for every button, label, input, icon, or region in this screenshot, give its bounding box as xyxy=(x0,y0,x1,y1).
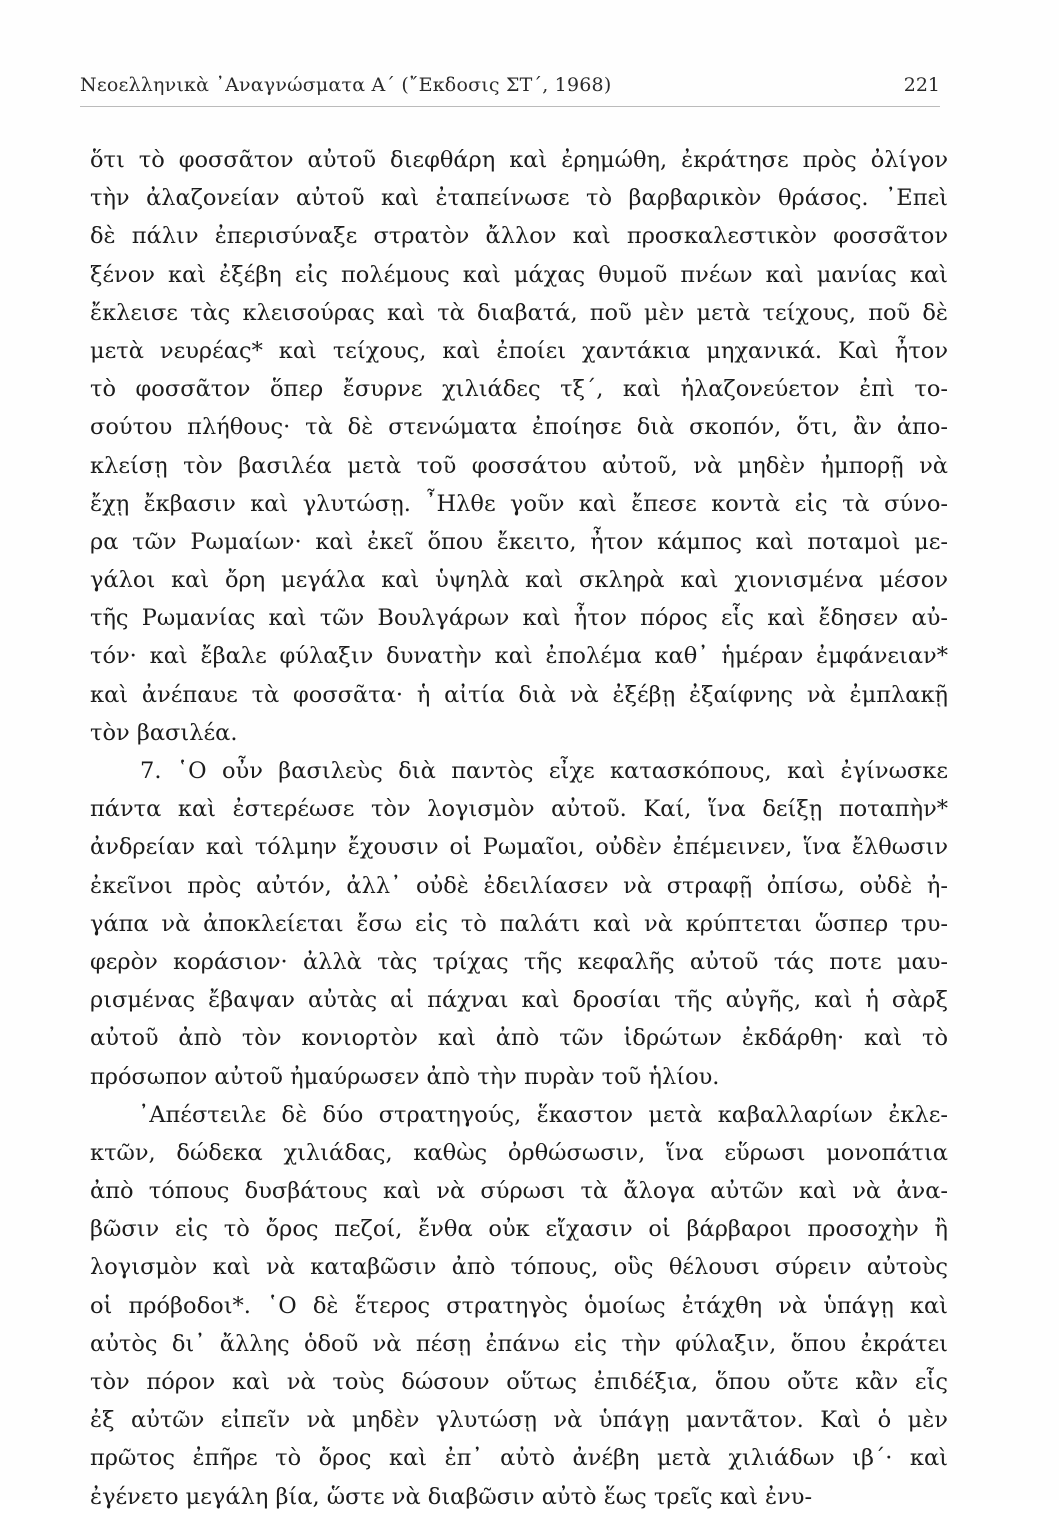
text-line: τὸ φοσσᾶτον ὅπερ ἔσυρνε χιλιάδες τξ΄, καὶ ἠλαζονεύετον ἐπὶ το- xyxy=(90,376,948,403)
text-line: τὸν πόρον καὶ νὰ τοὺς δώσουν οὕτως ἐπιδέξια, ὅπου οὔτε κἂν εἷς xyxy=(90,1369,948,1395)
text-line: ἀπὸ τόπους δυσβάτους καὶ νὰ σύρωσι τὰ ἄλογα αὐτῶν καὶ νὰ ἀνα- xyxy=(90,1178,948,1205)
page-number: 221 xyxy=(903,74,940,96)
text-line: πάντα καὶ ἐστερέωσε τὸν λογισμὸν αὐτοῦ. Καί, ἵνα δείξῃ ποταπὴν* xyxy=(90,796,948,823)
text-line: ξένον καὶ ἐξέβη εἰς πολέμους καὶ μάχας θυμοῦ πνέων καὶ μανίας καὶ xyxy=(90,261,948,288)
text-line: ἔκλεισε τὰς κλεισούρας καὶ τὰ διαβατά, ποῦ μὲν μετὰ τείχους, ποῦ δὲ xyxy=(90,299,948,326)
text-line: ἐγένετο μεγάλη βία, ὥστε νὰ διαβῶσιν αὐτὸ ἕως τρεῖς καὶ ἐνυ- xyxy=(90,1483,813,1510)
header-divider xyxy=(80,106,940,107)
running-title: Νεοελληνικὰ ᾿Αναγνώσματα Α΄ (῎Εκδοσις ΣΤ΄, 1968) xyxy=(80,74,612,96)
text-line: αὐτὸς δι᾿ ἄλλης ὁδοῦ νὰ πέσῃ ἐπάνω εἰς τὴν φύλαξιν, ὅπου ἐκράτει xyxy=(90,1330,948,1357)
text-line: δὲ πάλιν ἐπερισύναξε στρατὸν ἄλλον καὶ προσκαλεστικὸν φοσσᾶτον xyxy=(90,223,948,250)
text-line: οἱ πρόβοδοι*. ῾Ο δὲ ἕτερος στρατηγὸς ὁμοίως ἐτάχθη νὰ ὑπάγῃ καὶ xyxy=(90,1292,948,1319)
text-line: ὅτι τὸ φοσσᾶτον αὐτοῦ διεφθάρη καὶ ἐρημώθη, ἐκράτησε πρὸς ὀλίγον xyxy=(90,147,948,173)
text-line: τῆς Ρωμανίας καὶ τῶν Βουλγάρων καὶ ἦτον πόρος εἷς καὶ ἔδησεν αὐ- xyxy=(90,605,948,632)
text-line: βῶσιν εἰς τὸ ὄρος πεζοί, ἔνθα οὐκ εἴχασιν οἱ βάρβαροι προσοχὴν ἢ xyxy=(90,1216,948,1243)
text-line: τόν· καὶ ἔβαλε φύλαξιν δυνατὴν καὶ ἐπολέμα καθ᾿ ἡμέραν ἐμφάνειαν* xyxy=(90,643,948,670)
text-line: τὴν ἀλαζονείαν αὐτοῦ καὶ ἐταπείνωσε τὸ βαρβαρικὸν θράσος. ᾿Επεὶ xyxy=(90,185,948,212)
text-line: τὸν βασιλέα. xyxy=(90,719,238,746)
text-line: κτῶν, δώδεκα χιλιάδας, καθὼς ὀρθώσωσιν, ἵνα εὕρωσι μονοπάτια xyxy=(90,1139,948,1166)
text-line: ρισμένας ἔβαψαν αὐτὰς αἱ πάχναι καὶ δροσίαι τῆς αὐγῆς, καὶ ἡ σὰρξ xyxy=(90,987,948,1014)
text-line: σούτου πλήθους· τὰ δὲ στενώματα ἐποίησε διὰ σκοπόν, ὅτι, ἂν ἀπο- xyxy=(90,414,948,441)
running-header xyxy=(80,70,940,104)
text-line: φερὸν κοράσιον· ἀλλὰ τὰς τρίχας τῆς κεφαλῆς αὐτοῦ τάς ποτε μαυ- xyxy=(90,948,948,975)
text-line: 7. ῾Ο οὖν βασιλεὺς διὰ παντὸς εἶχε κατασκόπους, καὶ ἐγίνωσκε xyxy=(140,758,948,784)
text-line: ᾿Απέστειλε δὲ δύο στρατηγούς, ἕκαστον μετὰ καβαλλαρίων ἐκλε- xyxy=(138,1101,948,1128)
text-line: μετὰ νευρέας* καὶ τείχους, καὶ ἐποίει χαντάκια μηχανικά. Καὶ ἦτον xyxy=(90,337,948,364)
text-line: λογισμὸν καὶ νὰ καταβῶσιν ἀπὸ τόπους, οὓς θέλουσι σύρειν αὐτοὺς xyxy=(90,1254,948,1281)
text-line: γάλοι καὶ ὄρη μεγάλα καὶ ὑψηλὰ καὶ σκληρὰ καὶ χιονισμένα μέσον xyxy=(90,567,948,594)
text-line: ρα τῶν Ρωμαίων· καὶ ἐκεῖ ὅπου ἔκειτο, ἦτον κάμπος καὶ ποταμοὶ με- xyxy=(90,528,948,555)
text-line: ἐκεῖνοι πρὸς αὐτόν, ἀλλ᾿ οὐδὲ ἐδειλίασεν νὰ στραφῇ ὀπίσω, οὐδὲ ἠ- xyxy=(90,872,948,899)
text-line: κλείσῃ τὸν βασιλέα μετὰ τοῦ φοσσάτου αὐτοῦ, νὰ μηδὲν ἠμπορῇ νὰ xyxy=(90,452,948,479)
text-line: πρόσωπον αὐτοῦ ἠμαύρωσεν ἀπὸ τὴν πυρὰν τοῦ ἡλίου. xyxy=(90,1063,720,1090)
text-line: ἐξ αὐτῶν εἰπεῖν νὰ μηδὲν γλυτώσῃ νὰ ὑπάγῃ μαντᾶτον. Καὶ ὁ μὲν xyxy=(90,1407,948,1434)
body-text xyxy=(90,141,960,1516)
text-line: ἔχῃ ἔκβασιν καὶ γλυτώσῃ. ῏Ηλθε γοῦν καὶ ἔπεσε κοντὰ εἰς τὰ σύνο- xyxy=(90,490,948,517)
text-line: ἀνδρείαν καὶ τόλμην ἔχουσιν οἱ Ρωμαῖοι, οὐδὲν ἐπέμεινεν, ἵνα ἔλθωσιν xyxy=(90,834,948,861)
text-line: καὶ ἀνέπαυε τὰ φοσσᾶτα· ἡ αἰτία διὰ νὰ ἐξέβῃ ἐξαίφνης νὰ ἐμπλακῇ xyxy=(90,681,948,708)
text-line: γάπα νὰ ἀποκλείεται ἔσω εἰς τὸ παλάτι καὶ νὰ κρύπτεται ὥσπερ τρυ- xyxy=(90,910,948,937)
text-line: πρῶτος ἐπῆρε τὸ ὄρος καὶ ἐπ᾿ αὐτὸ ἀνέβη μετὰ χιλιάδων ιβ΄· καὶ xyxy=(90,1445,948,1472)
text-line: αὐτοῦ ἀπὸ τὸν κονιορτὸν καὶ ἀπὸ τῶν ἱδρώτων ἐκδάρθη· καὶ τὸ xyxy=(90,1025,948,1052)
